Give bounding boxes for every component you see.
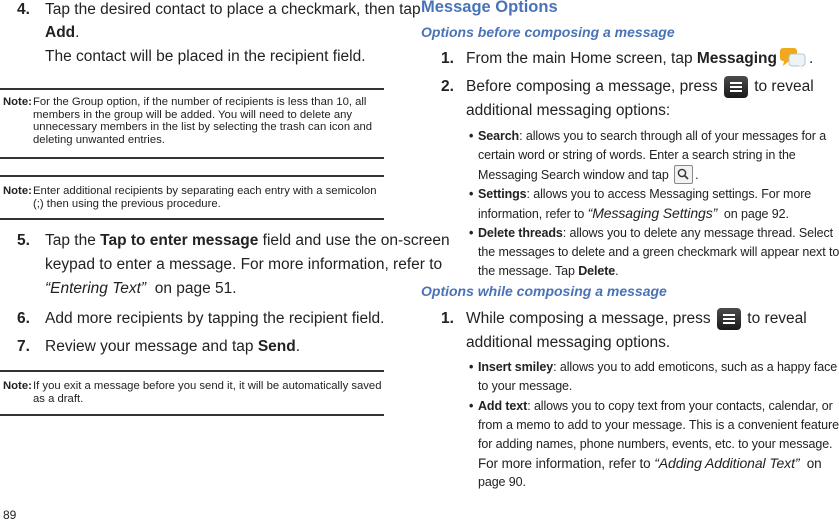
addtext-line4: For more information, refer to [478, 456, 655, 471]
step-5-post: field and use the on-screen [258, 232, 450, 249]
tap-to-enter-message-label: Tap to enter message [100, 232, 259, 249]
send-label: Send [257, 338, 296, 355]
note-3-line2: as a draft. [33, 392, 84, 405]
step-5-number: 5. [17, 232, 30, 249]
step-4-number: 4. [17, 1, 30, 18]
note-3-line1: If you exit a message before you send it, it will be automatically saved [33, 380, 382, 392]
note-3-label: Note: [3, 380, 32, 392]
note-2-bottom-rule [0, 218, 384, 220]
step-7-period: . [295, 338, 301, 355]
search-icon [674, 165, 693, 184]
subheading-before-composing: Options before composing a message [421, 24, 675, 40]
note-2-line1: Enter additional recipients by separating each entry with a semicolon [33, 185, 377, 197]
messaging-label: Messaging [696, 50, 777, 67]
step-7-number: 7. [17, 338, 30, 355]
note-3-body [33, 380, 385, 405]
addtext-line3: for adding names, phone numbers, events, etc. to your message. [478, 437, 833, 451]
menu-key-icon [717, 308, 741, 330]
before-step-2-post: to reveal [754, 78, 814, 95]
note-3-bottom-rule [0, 414, 384, 416]
add-label: Add [45, 24, 76, 41]
before-step-1-period: . [808, 50, 814, 67]
settings-bullet: • [469, 187, 474, 201]
note-2-body [33, 185, 383, 210]
settings-line1: : allows you to access Messaging settings. For more [526, 187, 812, 201]
note-2-line2: (;) then using the previous procedure. [33, 197, 221, 210]
addtext-bullet: • [469, 399, 474, 413]
before-step-2-pre: Before composing a message, press [466, 78, 718, 95]
step-5-line2: keypad to enter a message. For more information, refer to [45, 256, 443, 273]
step-7-pre: Review your message and tap [45, 338, 258, 355]
step-6-number: 6. [17, 310, 30, 327]
addtext-line1: : allows you to copy text from your contacts, calendar, or [527, 399, 833, 413]
step-5-page-ref: on page 51. [154, 280, 237, 297]
insert-smiley-label: Insert smiley [478, 360, 554, 374]
subheading-while-composing: Options while composing a message [421, 283, 667, 299]
addtext-on: on [806, 456, 822, 471]
step-4-line1: Tap the desired contact to place a checkmark, then tap [45, 1, 421, 18]
step-6-text: Add more recipients by tapping the recipient field. [45, 310, 385, 327]
search-bullet: • [469, 129, 474, 143]
delete-threads-label: Delete threads [478, 226, 563, 240]
addtext-line2: from a memo to add to your message. This is a convenient feature [478, 418, 839, 432]
smiley-bullet: • [469, 360, 474, 374]
messaging-settings-link[interactable]: “Messaging Settings” [587, 205, 718, 221]
note-2-label: Note: [3, 185, 32, 197]
search-label: Search [478, 129, 520, 143]
step-5-pre: Tap the [45, 232, 101, 249]
menu-key-icon [724, 76, 748, 98]
delete-line1: : allows you to delete any message thread. Select [562, 226, 834, 240]
settings-option [478, 185, 812, 224]
while-step-1-pre: While composing a message, press [466, 310, 711, 327]
smiley-line2: to your message. [478, 379, 573, 393]
settings-label: Settings [478, 187, 527, 201]
note-1-body [33, 96, 383, 146]
delete-line3: the message. Tap [478, 264, 579, 278]
delete-bullet: • [469, 226, 474, 240]
page-number: 89 [3, 508, 17, 522]
add-text-label: Add text [478, 399, 528, 413]
note-1-label: Note: [3, 96, 32, 108]
before-step-2-text [466, 75, 814, 99]
search-line3: Messaging Search window and tap [478, 168, 669, 182]
before-step-1-text [466, 47, 813, 77]
note-1-top-rule [0, 88, 384, 90]
while-step-1-line2: additional messaging options. [466, 334, 671, 351]
smiley-line1: : allows you to add emoticons, such as a happy face [553, 360, 838, 374]
step-7-text [45, 335, 300, 359]
before-step-1-number: 1. [441, 50, 454, 67]
before-step-2-number: 2. [441, 78, 454, 95]
note-1-bottom-rule [0, 157, 384, 159]
note-1-line4: deleting unwanted entries. [33, 133, 165, 146]
search-period: . [695, 168, 699, 182]
before-step-1-pre: From the main Home screen, tap [466, 50, 697, 67]
search-option [478, 127, 827, 185]
before-step-2-line2: additional messaging options: [466, 102, 671, 119]
entering-text-link[interactable]: “Entering Text” [45, 280, 147, 297]
settings-page-ref: on page 92. [723, 207, 789, 221]
step-4-text [45, 0, 421, 22]
note-1-line1: For the Group option, if the number of recipients is less than 10, all [33, 96, 367, 108]
addtext-page-ref: page 90. [478, 475, 526, 489]
delete-threads-option [478, 224, 839, 281]
step-5-line3 [45, 277, 237, 301]
step-4-add [45, 21, 79, 45]
while-step-1-number: 1. [441, 310, 454, 327]
search-line2: certain word or string of words. Enter a search string in the [478, 148, 796, 162]
delete-line2: the messages to delete and a green checkmark will appear next to [478, 245, 839, 259]
step-5-line1 [45, 229, 450, 253]
settings-line2: information, refer to [478, 207, 588, 221]
insert-smiley-option [478, 358, 838, 396]
note-1-line2: members in the group will be added. You will need to delete any [33, 108, 353, 121]
messaging-app-icon [779, 47, 807, 77]
delete-period: . [615, 264, 619, 278]
while-step-1-post: to reveal [747, 310, 807, 327]
step-4-line2: The contact will be placed in the recipient field. [45, 48, 366, 65]
section-title: Message Options [421, 0, 558, 16]
add-text-option [478, 397, 839, 492]
note-1-line3: unnecessary members in the list by selecting the trash can icon and [33, 121, 373, 133]
note-3-top-rule [0, 370, 384, 372]
note-2-top-rule [0, 175, 384, 177]
delete-label: Delete [578, 264, 616, 278]
step-4-period: . [75, 24, 80, 41]
search-line1: : allows you to search through all of your messages for a [519, 129, 827, 143]
while-step-1-text [466, 307, 807, 331]
adding-additional-text-link[interactable]: “Adding Additional Text” [654, 455, 800, 471]
